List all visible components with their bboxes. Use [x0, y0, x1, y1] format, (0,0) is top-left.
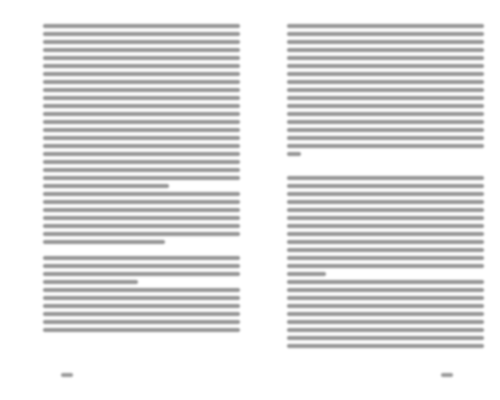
text-line [287, 120, 484, 124]
text-line [43, 48, 240, 52]
text-line [43, 96, 240, 100]
text-line [287, 256, 484, 260]
text-line [43, 232, 240, 236]
text-line [43, 32, 240, 36]
text-line [287, 144, 484, 148]
text-line [43, 72, 240, 76]
page-number-left [61, 373, 73, 377]
text-line [287, 32, 484, 36]
text-line [287, 184, 484, 188]
left-page-text [43, 24, 240, 332]
text-line [287, 104, 484, 108]
text-line [43, 304, 240, 308]
text-line [287, 320, 484, 324]
text-line [287, 248, 484, 252]
text-line [43, 56, 240, 60]
text-line [287, 336, 484, 340]
text-line [43, 168, 240, 172]
text-line [43, 224, 240, 228]
text-line [43, 160, 240, 164]
text-line [287, 272, 326, 276]
text-line [287, 288, 484, 292]
text-line [287, 224, 484, 228]
text-line [287, 136, 484, 140]
text-line [43, 296, 240, 300]
text-line [43, 64, 240, 68]
text-line [43, 216, 240, 220]
text-line [43, 208, 240, 212]
text-line [43, 112, 240, 116]
text-line [287, 192, 484, 196]
text-line [287, 216, 484, 220]
text-line [287, 264, 484, 268]
text-line [287, 296, 484, 300]
text-line [43, 176, 240, 180]
text-line [43, 240, 165, 244]
text-line [43, 328, 240, 332]
right-page [287, 24, 484, 352]
page-number-right [441, 373, 453, 377]
text-line [287, 56, 484, 60]
text-line [287, 208, 484, 212]
text-line [287, 200, 484, 204]
text-line [43, 264, 240, 268]
text-line [43, 40, 240, 44]
text-line [287, 344, 484, 348]
text-line [287, 280, 484, 284]
text-line [43, 200, 240, 204]
text-line [43, 184, 169, 188]
text-line [43, 136, 240, 140]
text-line [287, 312, 484, 316]
text-line [43, 272, 240, 276]
text-line [287, 24, 484, 28]
text-line [43, 128, 240, 132]
text-line [43, 88, 240, 92]
text-line [287, 304, 484, 308]
text-line [287, 176, 484, 180]
text-line [287, 328, 484, 332]
text-line [287, 232, 484, 236]
text-line [287, 80, 484, 84]
text-line [43, 192, 240, 196]
text-line [287, 240, 484, 244]
left-page [43, 24, 240, 336]
text-line [43, 144, 240, 148]
text-line [43, 320, 240, 324]
text-line [43, 280, 138, 284]
text-line [287, 64, 484, 68]
text-line [287, 48, 484, 52]
right-page-text [287, 24, 484, 348]
text-line [287, 152, 301, 156]
text-line [43, 288, 240, 292]
text-line [43, 256, 240, 260]
text-line [287, 96, 484, 100]
text-line [287, 88, 484, 92]
text-line [43, 152, 240, 156]
text-line [43, 120, 240, 124]
text-line [287, 72, 484, 76]
text-line [287, 40, 484, 44]
text-line [43, 104, 240, 108]
text-line [287, 112, 484, 116]
text-line [43, 80, 240, 84]
text-line [287, 128, 484, 132]
text-line [43, 24, 240, 28]
text-line [43, 312, 240, 316]
